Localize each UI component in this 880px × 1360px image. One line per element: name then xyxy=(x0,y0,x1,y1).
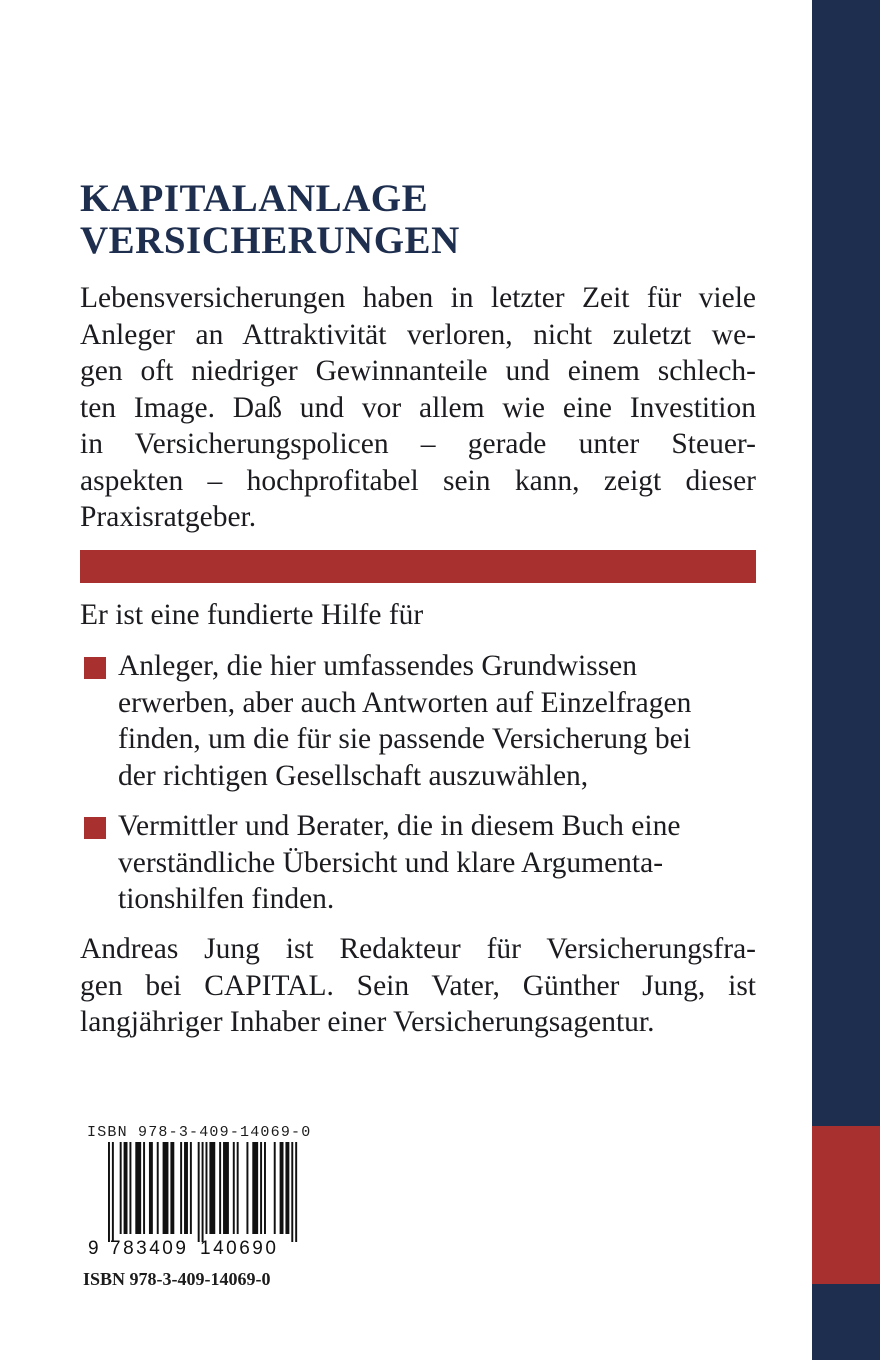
book-title xyxy=(80,178,760,262)
barcode-bar xyxy=(120,1142,122,1234)
barcode-bar xyxy=(190,1142,192,1234)
title-line-1: KAPITALANLAGE xyxy=(80,177,429,220)
intro-paragraph xyxy=(80,280,756,536)
intro-line: Lebensversicherungen haben in letzter Zeit für viele xyxy=(80,282,756,314)
red-square-icon xyxy=(84,657,106,679)
barcode-bar xyxy=(264,1142,266,1234)
bullet-line: verständliche Übersicht und klare Argumenta- xyxy=(118,846,664,879)
barcode-bar xyxy=(184,1142,188,1234)
barcode-bar xyxy=(291,1142,293,1242)
red-square-icon xyxy=(84,817,106,839)
barcode-icon xyxy=(86,1142,326,1260)
barcode-bar xyxy=(124,1142,128,1234)
barcode-bar xyxy=(149,1142,153,1234)
barcode-bar xyxy=(219,1142,221,1234)
barcode-bar xyxy=(237,1142,239,1234)
barcode-bar xyxy=(135,1142,141,1234)
barcode-bar xyxy=(143,1142,145,1234)
barcode-digits-right: 140690 xyxy=(200,1238,279,1259)
bullet-line: Anleger, die hier umfassendes Grundwissen xyxy=(118,650,638,682)
barcode-bar xyxy=(233,1142,235,1234)
intro-line: aspekten – hochprofitabel sein kann, zeigt dieser xyxy=(80,464,756,497)
barcode-bar xyxy=(285,1142,289,1234)
barcode-bar xyxy=(280,1142,284,1234)
barcode-bar xyxy=(180,1142,182,1234)
intro-line: Anleger an Attraktivität verloren, nicht zuletzt we- xyxy=(80,318,756,351)
barcode-bar xyxy=(246,1142,248,1234)
author-paragraph xyxy=(80,931,756,1041)
barcode-bar xyxy=(274,1142,276,1234)
barcode-bar xyxy=(252,1142,258,1234)
title-line-2: VERSICHERUNGEN xyxy=(80,219,460,262)
author-line: Andreas Jung ist Redakteur für Versicherungsfra- xyxy=(80,933,756,965)
barcode-bar xyxy=(157,1142,159,1234)
barcode-bar xyxy=(295,1142,297,1242)
bullet-line: Vermittler und Berater, die in diesem Buch eine xyxy=(118,810,681,842)
barcode-bar xyxy=(163,1142,169,1234)
bullet-item-vermittler xyxy=(80,808,756,918)
intro-line: Praxisratgeber. xyxy=(80,501,257,533)
intro-line: gen oft niedriger Gewinnanteile und einem schlech- xyxy=(80,355,756,387)
bullet-line: der richtigen Gesellschaft auszuwählen, xyxy=(118,759,589,792)
barcode-bar xyxy=(129,1142,131,1234)
barcode-bar xyxy=(206,1142,208,1234)
bullet-line: erwerben, aber auch Antworten auf Einzelfragen xyxy=(118,686,692,719)
bullet-line: finden, um die für sie passende Versicherung bei xyxy=(118,723,691,755)
help-intro-text: Er ist eine fundierte Hilfe für xyxy=(80,599,424,631)
bullet-item-anleger xyxy=(80,648,756,794)
barcode-bar xyxy=(260,1142,262,1234)
author-line: langjähriger Inhaber einer Versicherungsagentur. xyxy=(80,1006,655,1038)
isbn-bottom-label: ISBN 978-3-409-14069-0 xyxy=(83,1269,271,1289)
barcode-bar xyxy=(170,1142,174,1234)
barcode-digits-left: 783409 xyxy=(110,1238,189,1259)
red-divider-bar xyxy=(80,550,756,583)
intro-line: ten Image. Daß und vor allem wie eine Investition xyxy=(80,391,756,424)
barcode-bar xyxy=(198,1142,200,1242)
spine-red-block xyxy=(812,1126,880,1284)
barcode-digit-first: 9 xyxy=(88,1238,99,1259)
author-line: gen bei CAPITAL. Sein Vater, Günther Jung, ist xyxy=(80,969,756,1002)
barcode-bar xyxy=(108,1142,110,1242)
barcode-isbn-label: ISBN 978-3-409-14069-0 xyxy=(87,1124,312,1141)
barcode-bar xyxy=(209,1142,215,1234)
barcode-bar xyxy=(223,1142,229,1234)
intro-line: in Versicherungspolicen – gerade unter Steuer- xyxy=(80,428,756,460)
barcode-bar xyxy=(202,1142,204,1242)
bullet-line: tionshilfen finden. xyxy=(118,883,335,915)
barcode-bar xyxy=(112,1142,114,1242)
